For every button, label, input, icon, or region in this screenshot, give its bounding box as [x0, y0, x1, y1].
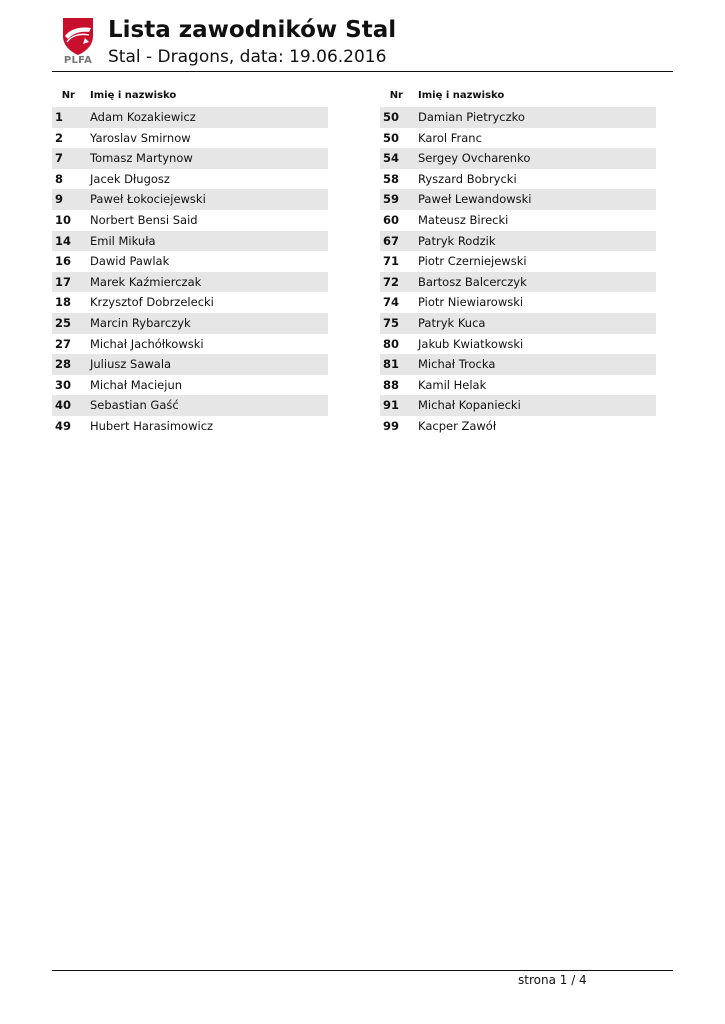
table-row [52, 272, 328, 293]
player-number: 71 [383, 254, 400, 269]
page-number: strona 1 / 4 [518, 973, 587, 987]
table-row [52, 354, 328, 375]
header-divider [52, 71, 673, 72]
table-row [52, 231, 328, 252]
player-number: 67 [383, 233, 400, 248]
table-row [52, 375, 328, 396]
player-name: Dawid Pawlak [90, 254, 170, 269]
player-name: Juliusz Sawala [90, 357, 172, 372]
player-number: 16 [55, 254, 72, 269]
table-row [380, 210, 656, 231]
player-name: Michał Jachółkowski [90, 336, 204, 351]
roster-column-left [52, 86, 328, 437]
player-name: Jacek Długosz [90, 171, 170, 186]
player-name: Jakub Kwiatkowski [418, 336, 524, 351]
table-row [52, 107, 328, 128]
table-header [52, 86, 328, 106]
roster-column-right [380, 86, 656, 437]
player-name: Piotr Niewiarowski [418, 295, 524, 310]
player-number: 88 [383, 377, 400, 392]
logo-text: PLFA [63, 55, 93, 66]
player-number: 1 [55, 110, 64, 124]
player-number: 80 [383, 336, 400, 351]
player-name: Krzysztof Dobrzelecki [90, 295, 214, 310]
table-row [52, 395, 328, 416]
table-row [52, 313, 328, 334]
player-number: 8 [55, 171, 64, 186]
player-number: 40 [55, 398, 72, 413]
player-number: 9 [55, 192, 64, 207]
player-name: Emil Mikuła [90, 233, 156, 248]
player-number: 91 [383, 398, 400, 413]
table-row [52, 292, 328, 313]
table-row [380, 169, 656, 190]
player-number: 17 [55, 274, 72, 289]
player-name: Piotr Czerniejewski [418, 254, 527, 269]
table-row [380, 107, 656, 128]
player-name: Michał Kopaniecki [418, 398, 521, 413]
table-row [52, 251, 328, 272]
table-row [380, 251, 656, 272]
player-number: 30 [55, 377, 72, 392]
player-name: Mateusz Birecki [418, 212, 509, 227]
player-number: 2 [55, 130, 64, 145]
table-row [52, 169, 328, 190]
table-row [380, 334, 656, 355]
player-number: 7 [55, 151, 64, 166]
table-row [380, 148, 656, 169]
player-name: Karol Franc [418, 130, 482, 145]
table-row [380, 416, 656, 437]
table-row [380, 375, 656, 396]
plfa-logo [59, 16, 97, 72]
player-name: Patryk Rodzik [418, 233, 496, 248]
player-name: Ryszard Bobrycki [418, 171, 517, 186]
table-row [52, 189, 328, 210]
player-name: Michał Maciejun [90, 377, 183, 392]
player-number: 28 [55, 357, 72, 372]
table-row [380, 395, 656, 416]
player-name: Bartosz Balcerczyk [418, 274, 527, 289]
table-row [380, 128, 656, 149]
player-name: Paweł Łokociejewski [90, 192, 206, 207]
player-name: Adam Kozakiewicz [90, 110, 196, 124]
player-number: 75 [383, 315, 400, 330]
player-number: 54 [383, 151, 400, 166]
player-number: 25 [55, 315, 72, 330]
player-name: Sebastian Gaść [90, 398, 179, 413]
player-name: Tomasz Martynow [90, 151, 193, 166]
table-row [52, 148, 328, 169]
table-row [52, 128, 328, 149]
column-header-nr: Nr [61, 90, 75, 101]
table-row [52, 210, 328, 231]
player-name: Paweł Lewandowski [418, 192, 532, 207]
player-name: Hubert Harasimowicz [90, 418, 214, 433]
player-name: Patryk Kuca [418, 315, 486, 330]
player-name: Kamil Helak [418, 377, 487, 392]
player-number: 60 [383, 212, 400, 227]
player-number: 18 [55, 295, 72, 310]
shield-icon [59, 16, 97, 56]
player-number: 72 [383, 274, 400, 289]
player-number: 14 [55, 233, 72, 248]
player-name: Damian Pietryczko [418, 110, 525, 124]
player-number: 59 [383, 192, 400, 207]
table-row [380, 189, 656, 210]
table-row [380, 272, 656, 293]
player-number: 74 [383, 295, 400, 310]
player-name: Norbert Bensi Said [90, 212, 198, 227]
player-name: Marcin Rybarczyk [90, 315, 191, 330]
player-number: 81 [383, 357, 400, 372]
player-name: Yaroslav Smirnow [90, 130, 191, 145]
table-row [380, 231, 656, 252]
player-number: 58 [383, 171, 400, 186]
table-row [380, 354, 656, 375]
table-row [380, 292, 656, 313]
player-name: Michał Trocka [418, 357, 496, 372]
player-number: 10 [55, 212, 72, 227]
table-row [52, 416, 328, 437]
table-header [380, 86, 656, 106]
column-header-nr: Nr [389, 90, 403, 101]
player-name: Sergey Ovcharenko [418, 151, 531, 166]
player-number: 99 [383, 418, 400, 433]
column-header-name: Imię i nazwisko [90, 90, 177, 101]
table-row [52, 334, 328, 355]
player-number: 50 [383, 110, 400, 124]
page-title: Lista zawodników Stal [108, 17, 397, 43]
player-number: 49 [55, 418, 72, 433]
table-row [380, 313, 656, 334]
player-name: Kacper Zawół [418, 418, 497, 433]
footer-divider [52, 970, 673, 971]
page-subtitle: Stal - Dragons, data: 19.06.2016 [108, 47, 387, 67]
player-number: 27 [55, 336, 72, 351]
player-number: 50 [383, 130, 400, 145]
column-header-name: Imię i nazwisko [418, 90, 505, 101]
player-name: Marek Kaźmierczak [90, 274, 202, 289]
